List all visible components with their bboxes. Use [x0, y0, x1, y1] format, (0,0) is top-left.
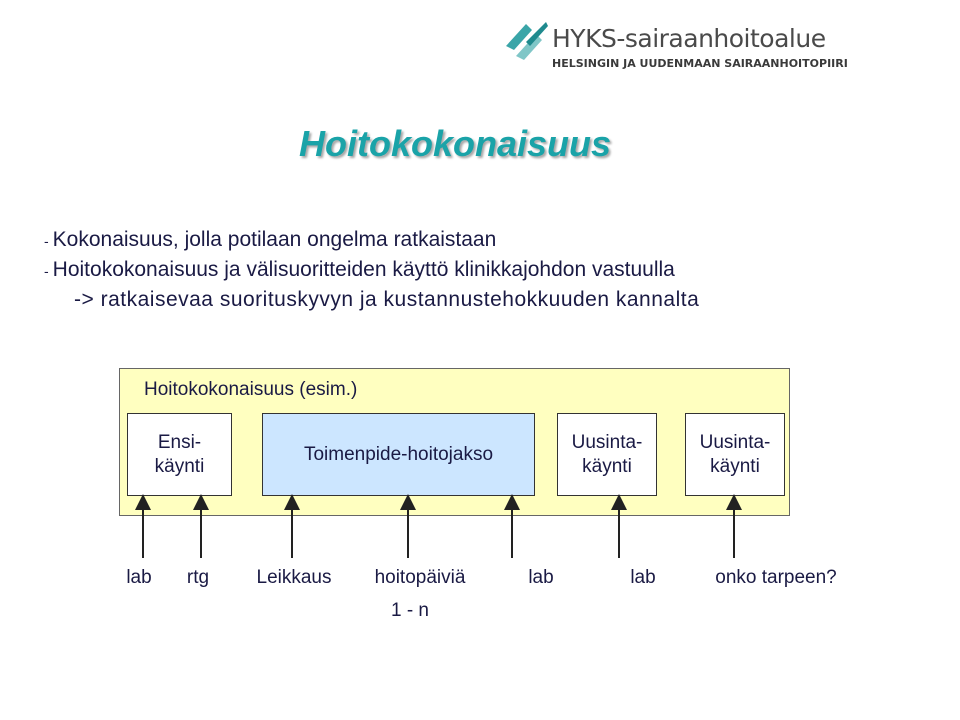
box-label: Toimenpide-hoitojakso [303, 443, 494, 465]
arrow-label-care-days: hoitopäiviä [374, 567, 466, 588]
bullet-marker: - [44, 233, 49, 249]
arrow-label-rtg: rtg [186, 567, 210, 588]
panel-title: Hoitokokonaisuus (esim.) [144, 379, 358, 400]
bullet-text: -> ratkaisevaa suorituskyvyn ja kustannustehokkuuden kannalta [74, 288, 700, 311]
logo-name: HYKS-sairaanhoitoalue [552, 24, 826, 53]
bullet-marker: - [44, 263, 49, 279]
box-label: Uusinta- käynti [699, 431, 771, 477]
logo-subtitle: HELSINGIN JA UUDENMAAN SAIRAANHOITOPIIRI [552, 57, 848, 70]
arrow-label-lab-2: lab [528, 567, 554, 588]
box-label: Ensi- käynti [154, 431, 205, 477]
page-title: Hoitokokonaisuus [298, 123, 612, 164]
arrow-label-lab-1: lab [126, 567, 152, 588]
box-label: Uusinta- käynti [571, 431, 643, 477]
care-days-count: 1 - n [390, 600, 430, 621]
bullet-text: Kokonaisuus, jolla potilaan ongelma ratkaistaan [52, 228, 497, 251]
arrow-label-needed: onko tarpeen? [715, 567, 837, 588]
bullet-text: Hoitokokonaisuus ja välisuoritteiden käyttö klinikkajohdon vastuulla [52, 258, 675, 281]
arrow-label-lab-3: lab [630, 567, 656, 588]
arrow-label-surgery: Leikkaus [256, 567, 332, 588]
